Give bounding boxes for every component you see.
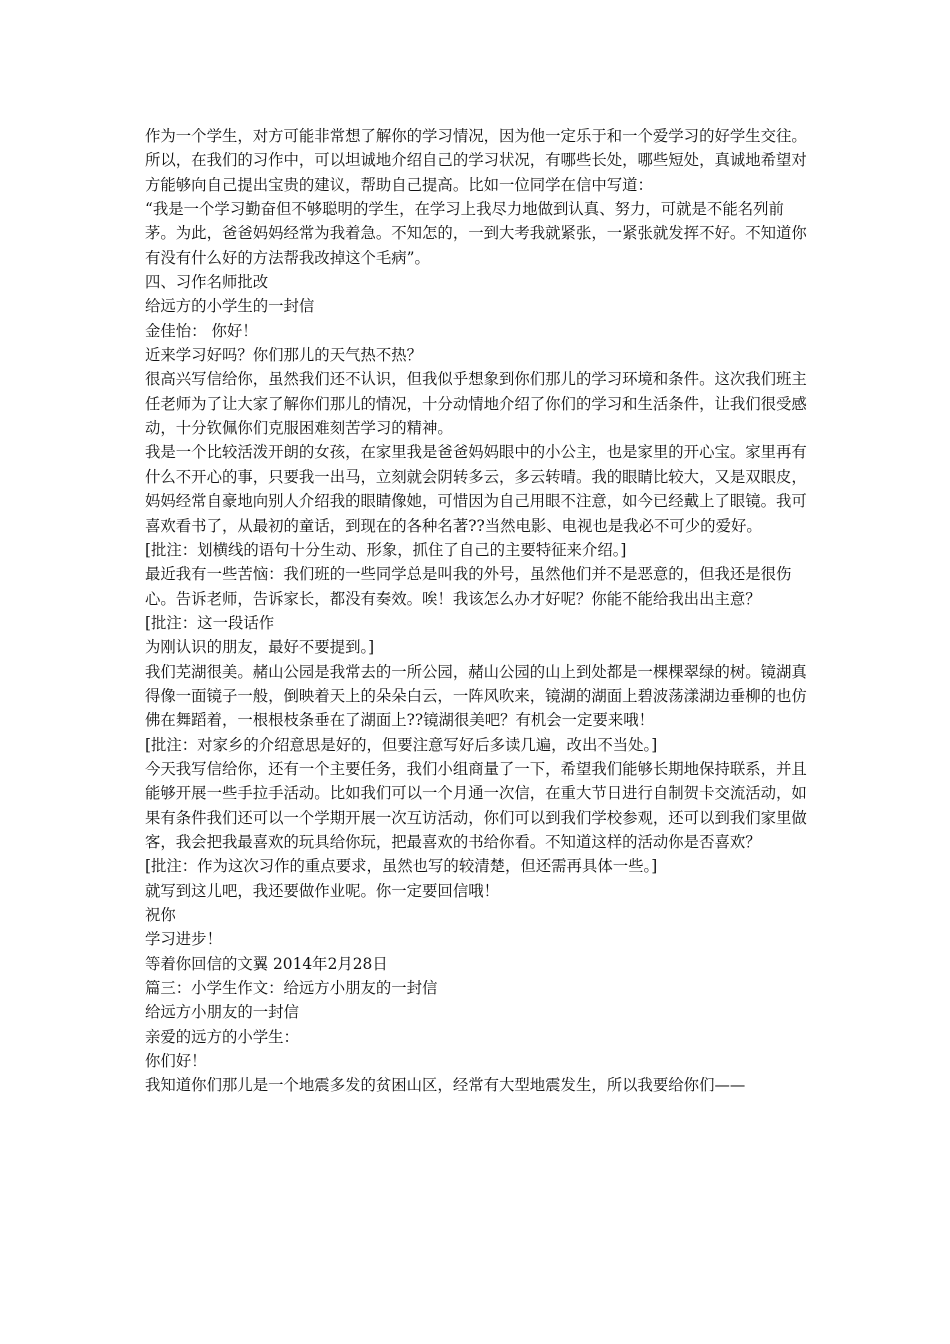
section-heading: 篇三：小学生作文：给远方小朋友的一封信: [145, 979, 438, 998]
paragraph: 很高兴写信给你，虽然我们还不认识，但我似乎想象到你们那儿的学习环境和条件。这次我们班主任老师为了让大家了解你们那儿的情况，十分动情地介绍了你们的学习和生活条件，让我们很受感动，十分钦佩你们克服困难刻苦学习的精神。: [145, 370, 807, 438]
letter-salutation: 金佳怡： 你好！: [145, 321, 258, 340]
paragraph: 近来学习好吗？你们那儿的天气热不热？: [145, 346, 423, 365]
letter-closing: 祝你: [145, 906, 176, 924]
teacher-comment: [批注：对家乡的介绍意思是好的，但要注意写好后多读几遍，改出不当处。]: [145, 735, 658, 754]
paragraph: 我是一个比较活泼开朗的女孩，在家里我是爸爸妈妈眼中的小公主，也是家里的开心宝。家里再有什么不开心的事，只要我一出马，立刻就会阴转多云，多云转晴。我的眼睛比较大，又是双眼皮，妈妈经常自豪地向别人介绍我的眼睛像她，可惜因为自己用眼不注意，如今已经戴上了眼镜。我可喜欢看书了，从最初的童话，到现在的各种名著??当然电影、电视也是我必不可少的爱好。: [145, 443, 807, 535]
teacher-comment: [批注：作为这次习作的重点要求，虽然也写的较清楚，但还需再具体一些。]: [145, 857, 658, 876]
section-heading: 四、习作名师批改: [145, 273, 269, 292]
teacher-comment: [批注：划横线的语句十分生动、形象，抓住了自己的主要特征来介绍。]: [145, 540, 627, 559]
teacher-comment: [批注：这一段话作: [145, 613, 275, 632]
letter-signature: 等着你回信的文翼 2014年2月28日: [145, 954, 388, 973]
letter-title: 给远方的小学生的一封信: [145, 297, 315, 316]
paragraph: 我们芜湖很美。赭山公园是我常去的一所公园，赭山公园的山上到处都是一棵棵翠绿的树。镜湖真得像一面镜子一般，倒映着天上的朵朵白云，一阵风吹来，镜湖的湖面上碧波荡漾湖边垂柳的也仿佛在舞蹈着，一根根枝条垂在了湖面上??镜湖很美吧？有机会一定要来哦！: [145, 662, 807, 730]
paragraph: “我是一个学习勤奋但不够聪明的学生，在学习上我尽力地做到认真、努力，可就是不能名列前茅。为此，爸爸妈妈经常为我着急。不知怎的，一到大考我就紧张，一紧张就发挥不好。不知道你有没有什么好的方法帮我改掉这个毛病”。: [145, 200, 807, 267]
letter-salutation: 亲爱的远方的小学生：: [145, 1027, 299, 1046]
paragraph: 就写到这儿吧，我还要做作业呢。你一定要回信哦！: [145, 881, 499, 900]
paragraph: 最近我有一些苦恼：我们班的一些同学总是叫我的外号，虽然他们并不是恶意的，但我还是很伤心。告诉老师，告诉家长，都没有奏效。唉！我该怎么办才好呢？你能不能给我出出主意？: [145, 565, 792, 608]
letter-title: 给远方小朋友的一封信: [145, 1003, 299, 1022]
paragraph: 作为一个学生，对方可能非常想了解你的学习情况，因为他一定乐于和一个爱学习的好学生交往。所以，在我们的习作中，可以坦诚地介绍自己的学习状况，有哪些长处，哪些短处，真诚地希望对方能够向自己提出宝贵的建议，帮助自己提高。比如一位同学在信中写道：: [145, 127, 807, 194]
paragraph: 今天我写信给你，还有一个主要任务，我们小组商量了一下，希望我们能够长期地保持联系，并且能够开展一些手拉手活动。比如我们可以一个月通一次信，在重大节日进行自制贺卡交流活动，如果有条件我们还可以一个学期开展一次互访活动，你们可以到我们学校参观，还可以到我们家里做客，我会把我最喜欢的玩具给你玩，把最喜欢的书给你看。不知道这样的活动你是否喜欢？: [145, 759, 807, 851]
letter-closing: 学习进步！: [145, 930, 222, 949]
letter-greeting: 你们好！: [145, 1052, 207, 1071]
teacher-comment-continued: 为刚认识的朋友，最好不要提到。]: [145, 638, 375, 657]
paragraph: 我知道你们那儿是一个地震多发的贫困山区，经常有大型地震发生，所以我要给你们——: [145, 1076, 746, 1095]
document-body: [145, 124, 809, 1098]
